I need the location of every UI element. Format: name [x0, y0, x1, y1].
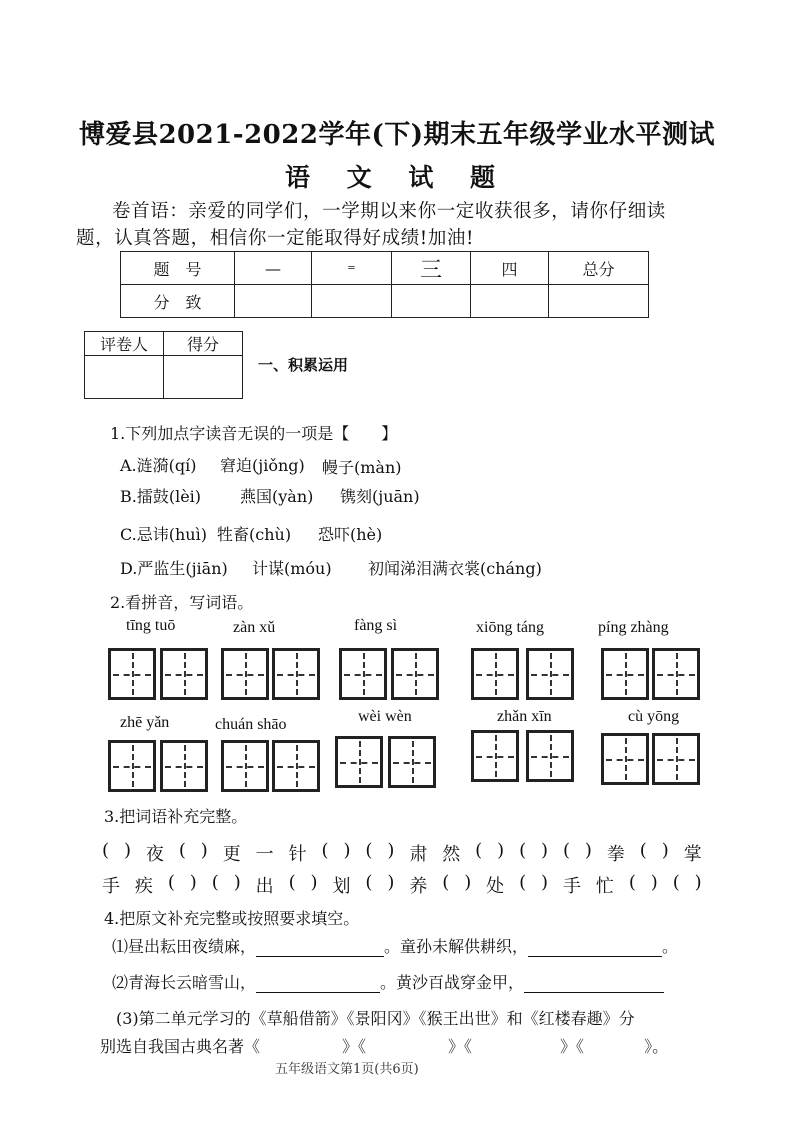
pinyin-5: píng zhàng [598, 619, 669, 636]
q3-char[interactable]: ( [639, 840, 647, 861]
q3-char[interactable]: ( [102, 840, 110, 861]
q4-item-3-text-c: 》《 [448, 1037, 473, 1056]
q1-option-d-1[interactable]: D.严监生(jiān) [120, 559, 228, 578]
q3-char[interactable]: ) [650, 872, 658, 893]
q3-char[interactable]: ( [167, 872, 175, 893]
q3-char[interactable]: ( [321, 840, 329, 861]
q4-item-3-text-b: 》《 [342, 1037, 367, 1056]
writing-box[interactable] [652, 733, 700, 785]
answer-blank[interactable] [256, 974, 380, 993]
q3-char[interactable]: ( [475, 840, 483, 861]
q3-char[interactable]: ) [541, 872, 549, 893]
writing-box[interactable] [108, 740, 156, 792]
writing-box[interactable] [335, 736, 383, 788]
score-cell-q3[interactable] [392, 285, 471, 318]
score-cell-total[interactable] [549, 285, 649, 318]
pinyin-1: tīng tuō [126, 617, 176, 634]
writing-box[interactable] [339, 648, 387, 700]
score-header-q1: — [235, 252, 312, 285]
score-header-total: 总分 [549, 252, 649, 285]
writing-box[interactable] [652, 648, 700, 700]
q3-char[interactable]: ) [387, 840, 395, 861]
writing-box[interactable] [160, 740, 208, 792]
q3-char[interactable]: ( [288, 872, 296, 893]
q3-char: 夜 [145, 844, 164, 865]
q3-char[interactable]: ( [211, 872, 219, 893]
q3-char[interactable]: ( [178, 840, 186, 861]
q3-char[interactable]: ( [519, 872, 527, 893]
q3-char[interactable]: ) [123, 840, 131, 861]
q1-option-c-3: 恐吓(hè) [318, 525, 383, 544]
q3-char[interactable]: ) [387, 872, 395, 893]
writing-box[interactable] [272, 648, 320, 700]
writing-box[interactable] [471, 648, 519, 700]
writing-box[interactable] [526, 648, 574, 700]
writing-box[interactable] [601, 648, 649, 700]
q4-item-3-text-a: 别选自我国古典名著《 [100, 1037, 261, 1056]
preface [76, 198, 716, 252]
q3-char[interactable]: ) [694, 872, 702, 893]
score-header-q2: = [312, 252, 392, 285]
q1-option-b-2: 燕国(yàn) [240, 487, 314, 506]
q3-char: 更 [222, 844, 241, 865]
q3-char[interactable]: ) [661, 840, 669, 861]
q3-char[interactable]: ) [497, 840, 505, 861]
score-row-label: 分 致 [121, 285, 235, 318]
score-header-q3: 三 [392, 252, 471, 285]
q2-stem: 2.看拼音，写词语。 [110, 593, 254, 612]
q3-char: 一 [255, 844, 274, 865]
score-cell-q2[interactable] [312, 285, 392, 318]
exam-subtitle: 语 文 试 题 [284, 163, 510, 192]
q3-stem: 3.把词语补充完整。 [104, 807, 248, 826]
writing-box[interactable] [160, 648, 208, 700]
section-1-title: 一、积累运用 [258, 356, 349, 374]
q3-char: 针 [288, 844, 307, 865]
q1-option-d-2: 计谋(móu) [252, 559, 332, 578]
pinyin-4: xiōng táng [476, 619, 544, 636]
q3-char: 出 [255, 876, 274, 897]
writing-box[interactable] [221, 648, 269, 700]
pinyin-6: zhē yǎn [120, 714, 170, 731]
q3-char: 处 [486, 876, 505, 897]
q3-char[interactable]: ) [200, 840, 208, 861]
q3-char[interactable]: ( [519, 840, 527, 861]
writing-box[interactable] [221, 740, 269, 792]
grader-header: 评卷人 [85, 332, 164, 356]
q3-char: 手 [562, 876, 581, 897]
preface-line-1: 卷首语：亲爱的同学们，一学期以来你一定收获很多，请你仔细读 [112, 201, 666, 222]
q3-char: 划 [332, 876, 351, 897]
grader-cell[interactable] [85, 356, 164, 399]
answer-blank[interactable] [528, 938, 662, 957]
writing-box[interactable] [471, 730, 519, 782]
score-cell-q1[interactable] [235, 285, 312, 318]
page-footer: 五年级语文第1页(共6页) [275, 1062, 419, 1077]
q3-char[interactable]: ( [672, 872, 680, 893]
score-cell-q4[interactable] [471, 285, 549, 318]
q3-char[interactable]: ( [365, 872, 373, 893]
pinyin-2: zàn xǔ [233, 619, 276, 636]
q1-option-d-3: 初闻涕泪满衣裳(cháng) [368, 559, 542, 578]
q4-item-1 [112, 934, 678, 957]
q3-char: 拳 [606, 844, 625, 865]
q3-char[interactable]: ) [189, 872, 197, 893]
q4-item-1-text-c: 。 [662, 937, 679, 956]
score-table [120, 251, 649, 318]
exam-title: 博爱县2021-2022学年(下)期末五年级学业水平测试 [78, 120, 716, 150]
writing-box[interactable] [272, 740, 320, 792]
q4-item-3-line-1: (3)第二单元学习的《草船借箭》《景阳冈》《猴王出世》和《红楼春趣》分 [116, 1009, 635, 1028]
q3-char: 疾 [134, 876, 153, 897]
q3-char: 掌 [683, 844, 702, 865]
grader-table [84, 331, 243, 399]
q4-item-3-line-2 [100, 1034, 668, 1057]
answer-blank[interactable] [524, 974, 664, 993]
q3-char[interactable]: ) [541, 840, 549, 861]
q4-item-1-text-b: 。童孙未解供耕织， [384, 937, 529, 956]
preface-line-2: 题，认真答题，相信你一定能取得好成绩!加油! [76, 228, 475, 249]
q1-option-a-3: 幔子(màn) [322, 458, 402, 477]
q4-item-3-text-e: 》。 [644, 1037, 669, 1056]
q4-item-2 [112, 970, 664, 993]
writing-box[interactable] [526, 730, 574, 782]
q3-char: 肃 [409, 844, 428, 865]
grader-score-cell[interactable] [164, 356, 243, 399]
answer-blank[interactable] [256, 938, 384, 957]
grader-score-header: 得分 [164, 332, 243, 356]
q1-option-b-1[interactable]: B.擂鼓(lèi) [120, 487, 202, 506]
q3-char[interactable]: ) [343, 840, 351, 861]
pinyin-3: fàng sì [354, 617, 398, 634]
q4-item-1-text-a: ⑴昼出耘田夜绩麻， [112, 937, 257, 956]
q4-stem: 4.把原文补充完整或按照要求填空。 [104, 909, 360, 928]
q3-char: 手 [102, 876, 120, 897]
q1-option-a-2: 窘迫(jiǒng) [220, 456, 305, 475]
q4-item-3-text-d: 》《 [560, 1037, 585, 1056]
writing-box[interactable] [108, 648, 156, 700]
score-header-label: 题 号 [121, 252, 235, 285]
q3-char[interactable]: ) [584, 840, 592, 861]
q3-char[interactable]: ( [365, 840, 373, 861]
writing-box[interactable] [388, 736, 436, 788]
q4-item-2-text-a: ⑵青海长云暗雪山， [112, 973, 257, 992]
writing-box[interactable] [391, 648, 439, 700]
score-header-q4: 四 [471, 252, 549, 285]
q3-char: 忙 [595, 876, 614, 897]
q1-option-c-1[interactable]: C.忌讳(huì) [120, 525, 207, 544]
writing-box[interactable] [601, 733, 649, 785]
q1-option-b-3: 镌刻(juān) [340, 487, 420, 506]
q3-char: 然 [442, 844, 461, 865]
q1-option-a-1[interactable]: A.涟漪(qí) [120, 456, 197, 475]
q3-char[interactable]: ( [628, 872, 636, 893]
q1-option-c-2: 牲畜(chù) [217, 525, 292, 544]
q3-char[interactable]: ) [464, 872, 472, 893]
q1-stem: 1.下列加点字读音无误的一项是【 】 [110, 424, 398, 443]
pinyin-9: zhǎn xīn [497, 708, 552, 725]
q3-char[interactable]: ( [442, 872, 450, 893]
q3-row-1 [102, 840, 702, 866]
q3-char[interactable]: ( [562, 840, 570, 861]
pinyin-8: wèi wèn [358, 708, 412, 725]
pinyin-7: chuán shāo [215, 716, 287, 733]
q3-char[interactable]: ) [310, 872, 318, 893]
q3-char[interactable]: ) [233, 872, 241, 893]
pinyin-10: cù yōng [628, 708, 680, 725]
q3-char: 养 [409, 876, 428, 897]
q3-row-2 [102, 872, 702, 898]
q4-item-2-text-b: 。黄沙百战穿金甲， [380, 973, 525, 992]
